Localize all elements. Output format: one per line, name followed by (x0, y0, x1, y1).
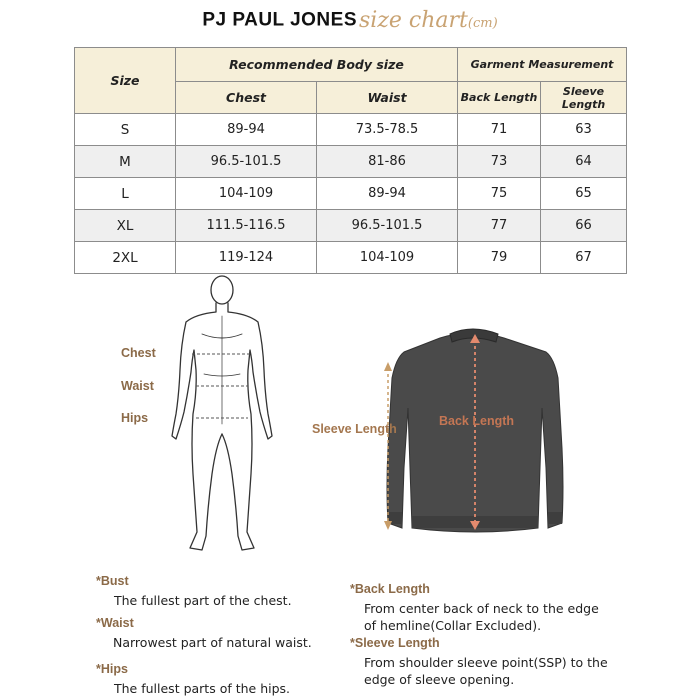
sweater-figure (376, 318, 576, 543)
definition-hips (96, 662, 290, 697)
back-length-column-header: Back Length (458, 82, 541, 114)
chest-cell: 111.5-116.5 (176, 210, 317, 242)
sleeve-length-label: Sleeve Length (312, 422, 397, 436)
brand-name: PJ PAUL JONES (202, 9, 357, 31)
definition-line: edge of sleeve opening. (364, 672, 515, 687)
waist-cell: 104-109 (317, 242, 458, 274)
sleeve-length-cell: 66 (541, 210, 627, 242)
sleeve-length-cell: 65 (541, 178, 627, 210)
size-column-header: Size (75, 48, 176, 114)
waist-label: Waist (121, 379, 154, 393)
definition-sleeve-length (350, 636, 608, 688)
size-cell: L (75, 178, 176, 210)
table-row (75, 210, 627, 242)
table-row (75, 242, 627, 274)
size-cell: 2XL (75, 242, 176, 274)
chest-cell: 96.5-101.5 (176, 146, 317, 178)
size-cell: XL (75, 210, 176, 242)
definition-title: *Hips (96, 662, 128, 676)
body-outline-figure (166, 274, 278, 564)
size-cell: M (75, 146, 176, 178)
sleeve-length-cell: 64 (541, 146, 627, 178)
chest-cell: 119-124 (176, 242, 317, 274)
definition-title: *Waist (96, 616, 134, 630)
definition-back-length (350, 582, 599, 634)
waist-cell: 81-86 (317, 146, 458, 178)
hips-label: Hips (121, 411, 149, 425)
back-length-cell: 71 (458, 114, 541, 146)
waist-column-header: Waist (317, 82, 458, 114)
definition-line: From shoulder sleeve point(SSP) to the (364, 655, 608, 670)
table-row (75, 178, 627, 210)
definition-title: *Sleeve Length (350, 636, 440, 650)
chest-cell: 104-109 (176, 178, 317, 210)
size-chart-script: size chart(cm) (359, 8, 498, 33)
definition-line: of hemline(Collar Excluded). (364, 618, 542, 633)
sleeve-length-cell: 67 (541, 242, 627, 274)
definition-text (364, 600, 599, 634)
body-size-group-header: Recommended Body size (176, 48, 458, 82)
definition-text (364, 654, 608, 688)
waist-cell: 89-94 (317, 178, 458, 210)
definition-line: From center back of neck to the edge (364, 601, 599, 616)
garment-group-header: Garment Measurement (458, 48, 627, 82)
size-chart-table (74, 47, 627, 274)
back-length-cell: 75 (458, 178, 541, 210)
back-length-cell: 73 (458, 146, 541, 178)
page-header (0, 8, 700, 42)
chest-column-header: Chest (176, 82, 317, 114)
sleeve-length-cell: 63 (541, 114, 627, 146)
unit-label: (cm) (467, 16, 498, 31)
table-row (75, 114, 627, 146)
definition-title: *Back Length (350, 582, 430, 596)
definition-bust (96, 574, 292, 609)
definition-waist (96, 616, 312, 651)
waist-cell: 96.5-101.5 (317, 210, 458, 242)
size-cell: S (75, 114, 176, 146)
waist-cell: 73.5-78.5 (317, 114, 458, 146)
chest-label: Chest (121, 346, 156, 360)
definition-text: The fullest parts of the hips. (114, 681, 291, 696)
definition-text: The fullest part of the chest. (114, 593, 292, 608)
definition-title: *Bust (96, 574, 129, 588)
table-row (75, 146, 627, 178)
sleeve-length-column-header: Sleeve Length (541, 82, 627, 114)
back-length-cell: 77 (458, 210, 541, 242)
definition-text: Narrowest part of natural waist. (113, 635, 312, 650)
back-length-label: Back Length (439, 414, 515, 428)
chest-cell: 89-94 (176, 114, 317, 146)
back-length-cell: 79 (458, 242, 541, 274)
